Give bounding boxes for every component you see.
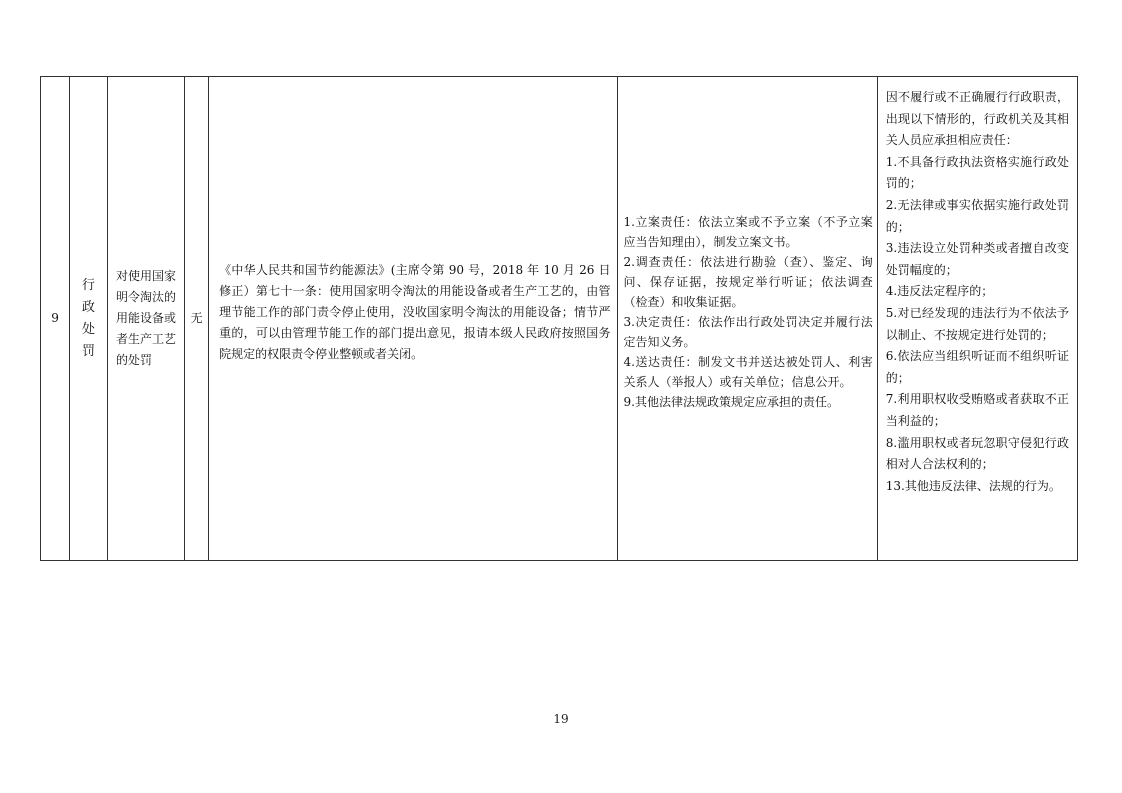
legal-basis: 《中华人民共和国节约能源法》(主席令第 90 号，2018 年 10 月 26 日修正）第七十一条：使用国家明令淘汰的用能设备或者生产工艺的，由管理节能工作的部门责令停止使用，没收国家明令淘汰的用能设备；情节严重的，可以由管理节能工作的部门提出意见，报请本级人民政府按照国务院规定的权限责令停业整顿或者关闭。 — [219, 263, 611, 361]
row-number-cell — [41, 77, 70, 561]
row-number: 9 — [51, 311, 59, 325]
accountability-list — [886, 152, 1069, 498]
accountability-item: 3.违法设立处罚种类或者擅自改变处罚幅度的； — [885, 241, 1069, 277]
responsibility-cell — [617, 77, 877, 561]
responsibility-table — [40, 76, 1078, 561]
responsibility-item: 2.调查责任：依法进行勘验（查）、鉴定、询问、保存证据，按规定举行听证；依法调查（检查）和收集证据。 — [623, 254, 873, 309]
responsibility-item: 1.立案责任：依法立案或不予立案（不予立案应当告知理由），制发立案文书。 — [623, 214, 873, 249]
item-name: 对使用国家明令淘汰的用能设备或者生产工艺的处罚 — [116, 269, 177, 367]
sub-item: 无 — [190, 311, 203, 325]
power-type-cell — [70, 77, 108, 561]
responsibility-item: 9.其他法律法规政策规定应承担的责任。 — [623, 394, 839, 409]
accountability-item: 1.不具备行政执法资格实施行政处罚的； — [885, 154, 1069, 191]
accountability-item: 7.利用职权收受贿赂或者获取不正当利益的； — [885, 392, 1069, 428]
accountability-cell — [877, 77, 1077, 561]
table-row — [41, 77, 1078, 561]
accountability-item: 5.对已经发现的违法行为不依法予以制止、不按规定进行处罚的； — [885, 305, 1069, 342]
item-name-cell — [108, 77, 185, 561]
legal-basis-cell — [209, 77, 617, 561]
accountability-item: 6.依法应当组织听证而不组织听证的； — [885, 349, 1069, 385]
accountability-item: 2.无法律或事实依据实施行政处罚的； — [885, 197, 1069, 234]
responsibility-item: 4.送达责任：制发文书并送达被处罚人、利害关系人（举报人）或有关单位；信息公开。 — [623, 354, 873, 389]
responsibility-item: 3.决定责任：依法作出行政处罚决定并履行法定告知义务。 — [623, 314, 873, 349]
accountability-item: 4.违反法定程序的； — [885, 284, 994, 299]
accountability-intro: 因不履行或不正确履行行政职责，出现以下情形的，行政机关及其相关人员应承担相应责任： — [885, 90, 1069, 148]
power-type: 行政处罚 — [82, 277, 96, 359]
accountability-item: 8.滥用职权或者玩忽职守侵犯行政相对人合法权利的； — [885, 435, 1069, 472]
responsibility-list — [624, 212, 873, 412]
sub-item-cell — [185, 77, 209, 561]
accountability-item: 13.其他违反法律、法规的行为。 — [885, 478, 1061, 493]
page-number: 19 — [553, 712, 569, 726]
